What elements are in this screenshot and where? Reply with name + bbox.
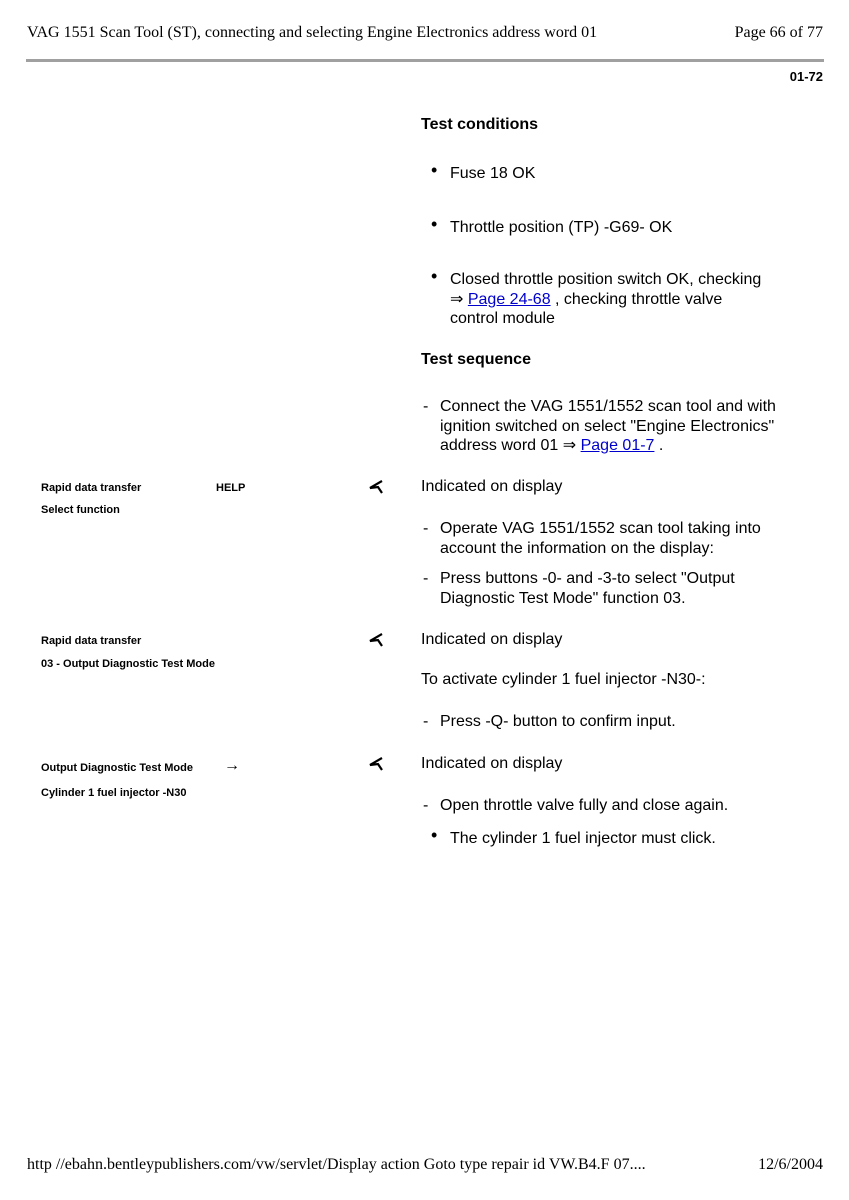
reference-arrow: ⇒ — [450, 290, 464, 308]
list-item-text — [450, 270, 761, 329]
display-note: Indicated on display — [421, 631, 563, 648]
bullet-marker: • — [431, 266, 438, 286]
display-line: Cylinder 1 fuel injector -N30 — [41, 787, 187, 799]
display-line: 03 - Output Diagnostic Test Mode — [41, 658, 215, 670]
display-pointer-icon — [368, 479, 384, 495]
display-arrow: → — [224, 757, 240, 774]
display-note: Indicated on display — [421, 755, 563, 772]
bullet-marker: • — [431, 160, 438, 180]
step-line: ignition switched on select "Engine Electronics" — [440, 417, 775, 435]
bullet-marker: • — [431, 825, 438, 845]
test-conditions-heading: Test conditions — [421, 116, 539, 133]
list-item-text: Fuse 18 OK — [450, 165, 536, 182]
step-line: account the information on the display: — [440, 539, 714, 557]
reference-arrow: ⇒ — [562, 437, 577, 454]
test-sequence-heading: Test sequence — [421, 351, 531, 368]
header-title: VAG 1551 Scan Tool (ST), connecting and selecting Engine Electronics address word 01 — [27, 24, 598, 41]
step-text — [440, 519, 761, 558]
step-line: Connect the VAG 1551/1552 scan tool and with — [440, 398, 776, 415]
page-number: Page 66 of 77 — [734, 24, 823, 41]
display-line: Output Diagnostic Test Mode — [41, 762, 193, 774]
footer-date: 12/6/2004 — [758, 1156, 823, 1173]
dash-marker: - — [423, 570, 429, 587]
footer-url: http //ebahn.bentleypublishers.com/vw/servlet/Display action Goto type repair id VW.B4.F 07.... — [27, 1156, 646, 1173]
dash-marker: - — [423, 520, 429, 537]
display-line: Rapid data transfer — [41, 482, 142, 494]
list-item-text: The cylinder 1 fuel injector must click. — [450, 830, 716, 847]
display-help-label: HELP — [216, 482, 246, 494]
step-line: Operate VAG 1551/1552 scan tool taking into — [440, 520, 761, 537]
bullet-marker: • — [431, 214, 438, 234]
step-text — [440, 397, 776, 456]
step-text: Press -Q- button to confirm input. — [440, 713, 676, 730]
list-item-line: , checking throttle valve — [550, 290, 723, 308]
display-note: Indicated on display — [421, 478, 563, 495]
page-24-68-link[interactable]: Page 24-68 — [467, 290, 551, 308]
display-line: Select function — [41, 504, 120, 516]
document-code: 01-72 — [789, 69, 823, 84]
list-item-text: Throttle position (TP) -G69- OK — [450, 219, 673, 236]
step-line: Diagnostic Test Mode" function 03. — [440, 589, 686, 607]
step-line-end: . — [654, 437, 664, 454]
display-line: Rapid data transfer — [41, 635, 142, 647]
dash-marker: - — [423, 398, 429, 415]
list-item-line: control module — [450, 310, 555, 327]
step-text — [440, 569, 735, 608]
dash-marker: - — [423, 713, 429, 730]
header-divider — [26, 59, 824, 62]
display-pointer-icon — [368, 756, 384, 772]
list-item-line: Closed throttle position switch OK, checking — [450, 271, 762, 288]
step-line: Press buttons -0- and -3-to select "Output — [440, 570, 735, 587]
display-pointer-icon — [368, 632, 384, 648]
step-line: address word 01 — [440, 437, 559, 454]
step-text: Open throttle valve fully and close again. — [440, 797, 729, 814]
dash-marker: - — [423, 797, 429, 814]
page-01-7-link[interactable]: Page 01-7 — [580, 437, 655, 454]
activate-instruction: To activate cylinder 1 fuel injector -N30-: — [421, 671, 706, 688]
